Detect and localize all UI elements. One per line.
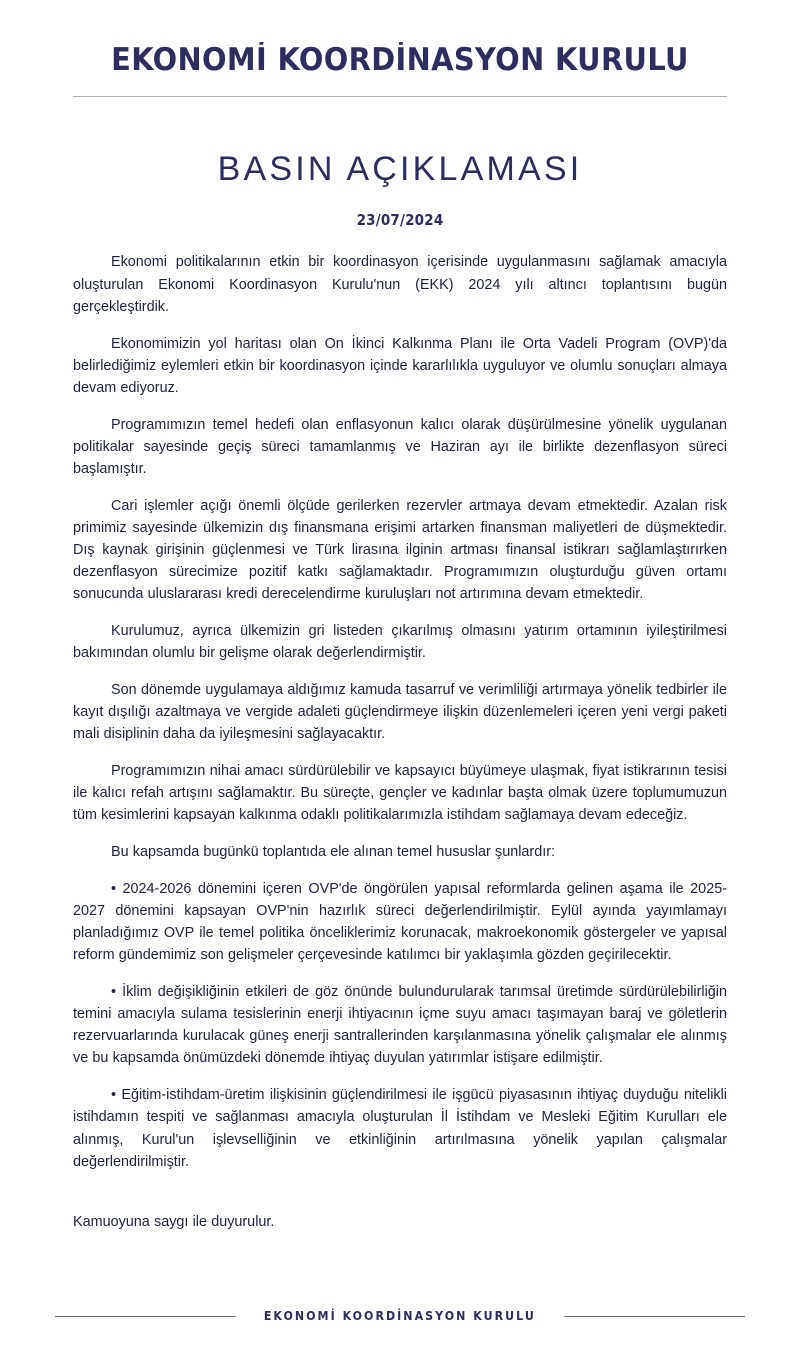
footer-title: EKONOMİ KOORDİNASYON KURULU xyxy=(263,1309,537,1323)
paragraph-4: Cari işlemler açığı önemli ölçüde gerilerken rezervler artmaya devam etmektedir. Azalan risk primimiz sayesinde ülkemizin dış finansmana erişimi artarken finansman maliyetleri de düşmektedir. Dış kaynak girişinin güçlenmesi ve Türk lirasına ilginin artması finansal istikrarı sağlamlaştırırken dezenflasyon sürecimize pozitif katkı sağlamaktadır. Programımızın oluşturduğu güven ortamı sonucunda uluslararası kredi derecelendirme kuruluşları not artırımına devam etmektedir. xyxy=(73,497,727,602)
document-date: 23/07/2024 xyxy=(356,211,444,230)
paragraph-6: Son dönemde uygulamaya aldığımız kamuda tasarruf ve verimliliği artırmaya yönelik tedbirler ile kayıt dışılığı azaltmaya ve vergide adaleti güçlendirmeye ilişkin düzenlemeleri içeren yeni vergi paketi mali disiplinin daha da iyileşmesini sağlayacaktır. xyxy=(73,681,727,743)
bullet-item-3: • Eğitim-istihdam-üretim ilişkisinin güçlendirilmesi ile işgücü piyasasının ihtiyaç duyduğu nitelikli istihdamın tespiti ve sağlanması amacıyla oluşturulan İl İstihdam ve Mesleki Eğitim Kurulları ele alınmış, Kurul'un işlevselliğinin ve etkinliğinin artırılmasına yönelik yapılan çalışmalar değerlendirilmiştir. xyxy=(73,1087,727,1170)
body-copy xyxy=(73,229,727,1279)
closing-statement: Kamuoyuna saygı ile duyurulur. xyxy=(73,1213,275,1230)
document-title-block xyxy=(0,129,800,230)
page-footer xyxy=(0,1279,800,1371)
paragraph-7: Programımızın nihai amacı sürdürülebilir ve kapsayıcı büyümeye ulaşmak, fiyat istikrarının tesisi ile kalıcı refah artışını sağlamaktır. Bu süreçte, gençler ve kadınlar başta olmak üzere toplumumuzun tüm kesimlerini kapsayan kalkınma odaklı politikalarımızla istihdam sağlamaya devam edeceğiz. xyxy=(73,763,727,824)
paragraph-3: Programımızın temel hedefi olan enflasyonun kalıcı olarak düşürülmesine yönelik uygulanan politikalar sayesinde geçiş süreci tamamlanmış ve Haziran ayı ile birlikte dezenflasyon süreci başlamıştır. xyxy=(73,416,727,477)
masthead-divider xyxy=(73,96,727,97)
footer-divider-right xyxy=(564,1316,745,1317)
paragraph-5: Kurulumuz, ayrıca ülkemizin gri listeden çıkarılmış olmasını yatırım ortamının iyileştirilmesi bakımından olumlu bir gelişme olarak değerlendirmiştir. xyxy=(73,622,727,661)
footer-divider-left xyxy=(55,1316,236,1317)
bullet-item-1: • 2024-2026 dönemini içeren OVP'de öngörülen yapısal reformlarda gelinen aşama ile 2025-2027 dönemini kapsayan OVP'nin hazırlık süreci değerlendirilmiştir. Eylül ayında yayımlamayı planladığımız OVP ile temel politika önceliklerimiz korunacak, makroekonomik göstergeler ve yapısal reform gündemimiz son gelişmeler çerçevesinde katılımcı bir yaklaşımla gözden geçirilecektir. xyxy=(73,881,727,964)
masthead xyxy=(0,0,800,97)
masthead-title: EKONOMİ KOORDİNASYON KURULU xyxy=(111,42,689,78)
page-title: BASIN AÇIKLAMASI xyxy=(217,150,583,189)
paragraph-2: Ekonomimizin yol haritası olan On İkinci Kalkınma Planı ile Orta Vadeli Program (OVP)'da belirlediğimiz eylemleri etkin bir koordinasyon içinde kararlılıkla uyguluyor ve olumlu sonuçları almaya devam ediyoruz. xyxy=(73,335,727,396)
bullet-item-2: • İklim değişikliğinin etkileri de göz önünde bulundurularak tarımsal üretimde sürdürülebilirliğin temini amacıyla sulama tesislerinin enerji ihtiyacının içme suyu amacı taşımayan baraj ve göletlerin rezervuarlarında kurulacak güneş enerji santrallerinden karşılanmasına yönelik çalışmalar ele alınmış ve bu kapsamda önümüzdeki dönemde ihtiyaç duyulan yatırımlar istişare edilmiştir. xyxy=(73,984,727,1067)
paragraph-intro-list: Bu kapsamda bugünkü toplantıda ele alınan temel hususlar şunlardır: xyxy=(111,844,555,861)
paragraph-1: Ekonomi politikalarının etkin bir koordinasyon içerisinde uygulanmasını sağlamak amacıyla oluşturulan Ekonomi Koordinasyon Kurulu'nun (EKK) 2024 yılı altıncı toplantısını bugün gerçekleştirdik. xyxy=(73,254,727,315)
